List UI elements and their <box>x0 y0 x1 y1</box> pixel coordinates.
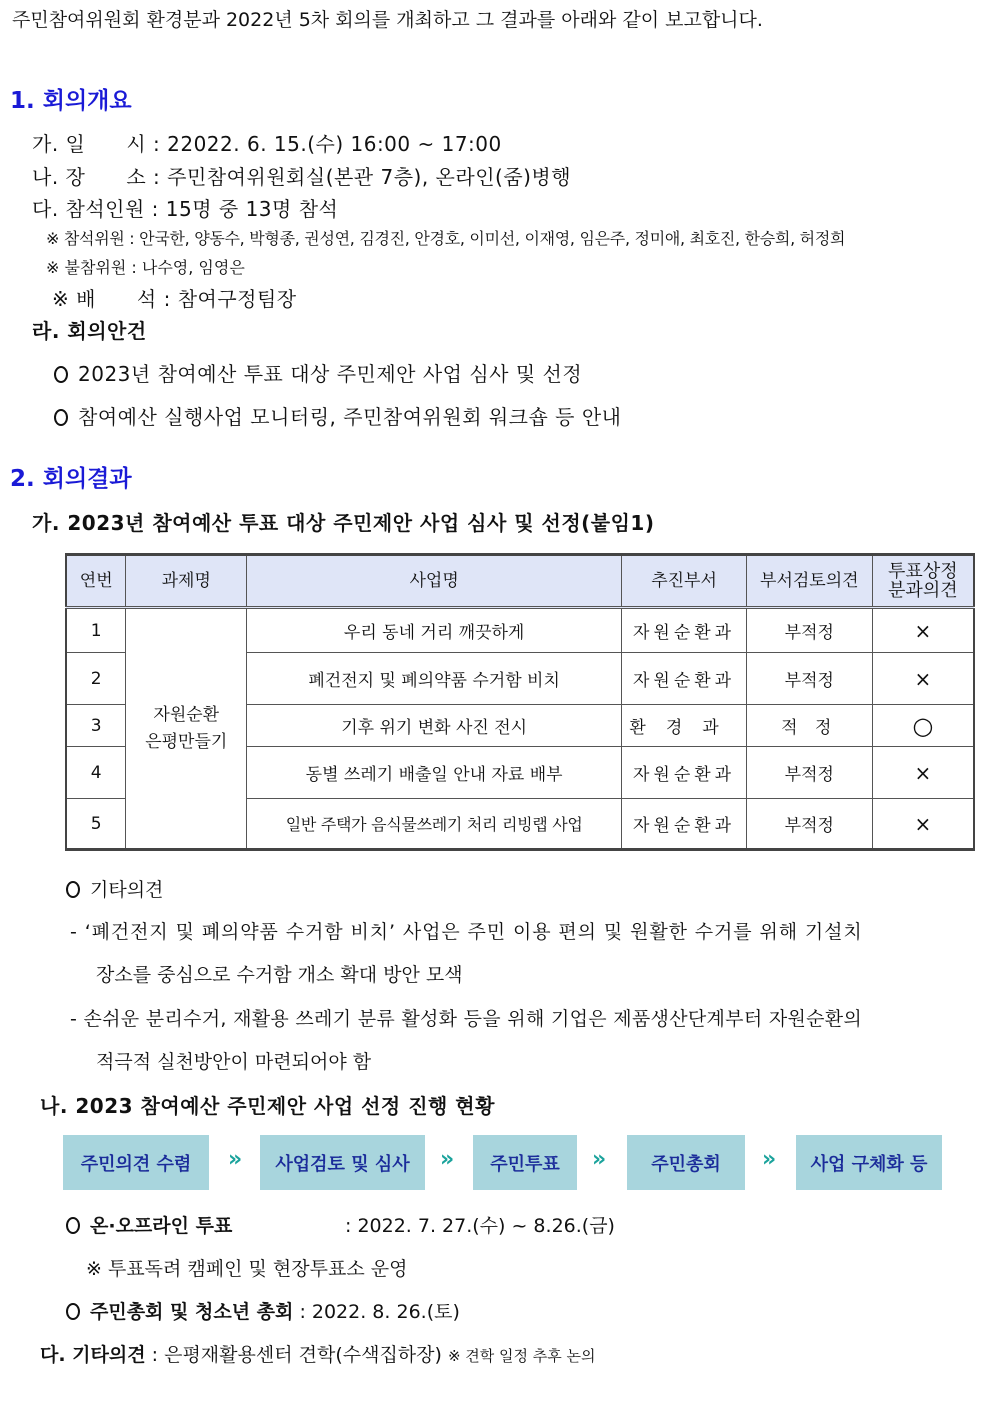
other-opinion-1-line1: - ‘폐건전지 및 폐의약품 수거함 비치’ 사업은 주민 이용 편의 및 원활한 수거를 위해 기설치 <box>70 921 863 943</box>
vote-schedule <box>66 1211 232 1238</box>
col-header-dept: 추진부서 <box>622 555 747 608</box>
assembly-value: : 2022. 8. 26.(토) <box>299 1301 460 1323</box>
row-review: 부적정 <box>746 747 872 799</box>
agenda-item <box>54 401 622 430</box>
bullet-circle-icon <box>66 881 80 898</box>
vote-label: 온·오프라인 투표 <box>90 1215 233 1237</box>
section-title-results: 2. 회의결과 <box>10 466 132 492</box>
flow-step-2: 사업검토 및 심사 <box>260 1135 425 1190</box>
double-chevron-right-icon: » <box>592 1147 607 1172</box>
assembly-schedule <box>66 1297 460 1324</box>
row-no: 1 <box>66 608 126 653</box>
row-no: 2 <box>66 653 126 705</box>
row-project: 우리 동네 거리 깨끗하게 <box>247 608 622 653</box>
task-line2: 은평만들기 <box>145 731 228 752</box>
double-chevron-right-icon: » <box>228 1147 243 1172</box>
row-opinion-x-icon: × <box>872 799 974 850</box>
row-review: 부적정 <box>746 608 872 653</box>
other-opinion-1-line2: 장소를 중심으로 수거함 개소 확대 방안 모색 <box>96 964 463 986</box>
row-project: 기후 위기 변화 사진 전시 <box>247 705 622 747</box>
col-header-opinion-line1: 투표상정 <box>888 561 958 582</box>
section-title-overview: 1. 회의개요 <box>10 88 132 114</box>
col-header-project: 사업명 <box>247 555 622 608</box>
row-review: 부적정 <box>746 799 872 850</box>
observer: ※ 배 석 : 참여구정팀장 <box>52 287 297 311</box>
col-header-review: 부서검토의견 <box>746 555 872 608</box>
row-dept: 환경과 <box>622 705 747 747</box>
intro-text: 주민참여위원회 환경분과 2022년 5차 회의를 개최하고 그 결과를 아래와 같이 보고합니다. <box>12 9 763 31</box>
subsection-c-value: : 은평재활용센터 견학(수색집하장) <box>151 1344 442 1366</box>
table-header-row <box>66 555 974 608</box>
double-chevron-right-icon: » <box>762 1147 777 1172</box>
flow-step-3: 주민투표 <box>473 1135 577 1190</box>
agenda-item-text: 2023년 참여예산 투표 대상 주민제안 사업 심사 및 선정 <box>78 362 583 386</box>
meeting-place: 나. 장 소 : 주민참여위원회실(본관 7층), 온라인(줌)병행 <box>32 165 572 189</box>
vote-note: ※ 투표독려 캠페인 및 현장투표소 운영 <box>86 1258 408 1280</box>
col-header-no: 연번 <box>66 555 126 608</box>
row-dept: 자원순환과 <box>622 799 747 850</box>
agenda-title: 라. 회의안건 <box>32 319 147 343</box>
absentee-list: ※ 불참위원 : 나수영, 임영은 <box>46 258 245 277</box>
vote-value: : 2022. 7. 27.(수) ~ 8.26.(금) <box>345 1215 615 1237</box>
other-opinion-2-line2: 적극적 실천방안이 마련되어야 함 <box>96 1051 372 1073</box>
col-header-opinion <box>872 555 974 608</box>
row-project: 동별 쓰레기 배출일 안내 자료 배부 <box>247 747 622 799</box>
flow-step-4: 주민총회 <box>627 1135 745 1190</box>
row-project: 폐건전지 및 폐의약품 수거함 비치 <box>247 653 622 705</box>
subsection-a-title: 가. 2023년 참여예산 투표 대상 주민제안 사업 심사 및 선정(붙임1) <box>32 511 655 535</box>
row-opinion-circle-icon: ○ <box>872 705 974 747</box>
double-chevron-right-icon: » <box>440 1147 455 1172</box>
other-opinions-title <box>66 875 163 902</box>
assembly-label: 주민총회 및 청소년 총회 <box>90 1301 294 1323</box>
bullet-circle-icon <box>54 366 68 383</box>
row-review: 부적정 <box>746 653 872 705</box>
row-no: 4 <box>66 747 126 799</box>
task-cell <box>126 608 247 850</box>
row-dept: 자원순환과 <box>622 608 747 653</box>
bullet-circle-icon <box>54 409 68 426</box>
col-header-task: 과제명 <box>126 555 247 608</box>
row-opinion-x-icon: × <box>872 747 974 799</box>
meeting-date: 가. 일 시 : 22022. 6. 15.(수) 16:00 ~ 17:00 <box>32 132 502 156</box>
row-review: 적 정 <box>746 705 872 747</box>
subsection-c-label: 다. 기타의견 <box>40 1344 146 1366</box>
row-opinion-x-icon: × <box>872 653 974 705</box>
row-opinion-x-icon: × <box>872 608 974 653</box>
task-line1: 자원순환 <box>153 704 220 725</box>
row-no: 3 <box>66 705 126 747</box>
subsection-b-title: 나. 2023 참여예산 주민제안 사업 선정 진행 현황 <box>40 1094 495 1118</box>
agenda-item <box>54 358 582 387</box>
other-opinion-2-line1: - 손쉬운 분리수거, 재활용 쓰레기 분류 활성화 등을 위해 기업은 제품생산단계부터 자원순환의 <box>70 1008 863 1030</box>
row-project: 일반 주택가 음식물쓰레기 처리 리빙랩 사업 <box>247 799 622 850</box>
subsection-c <box>40 1340 596 1367</box>
col-header-opinion-line2: 분과의견 <box>888 580 958 601</box>
row-dept: 자원순환과 <box>622 653 747 705</box>
bullet-circle-icon <box>66 1217 80 1234</box>
results-table <box>65 553 975 851</box>
table-row <box>66 608 974 653</box>
agenda-item-text: 참여예산 실행사업 모니터링, 주민참여위원회 워크숍 등 안내 <box>78 405 622 429</box>
row-no: 5 <box>66 799 126 850</box>
row-dept: 자원순환과 <box>622 747 747 799</box>
other-opinions-title-text: 기타의견 <box>90 879 164 901</box>
bullet-circle-icon <box>66 1303 80 1320</box>
attendee-list: ※ 참석위원 : 안국한, 양동수, 박형종, 권성연, 김경진, 안경호, 이미선, 이재영, 임은주, 정미애, 최호진, 한승희, 허정희 <box>46 229 846 248</box>
flow-step-1: 주민의견 수렴 <box>63 1135 209 1190</box>
subsection-c-note: ※ 견학 일정 추후 논의 <box>447 1347 596 1365</box>
meeting-attendance: 다. 참석인원 : 15명 중 13명 참석 <box>32 197 339 221</box>
flow-step-5: 사업 구체화 등 <box>796 1135 942 1190</box>
